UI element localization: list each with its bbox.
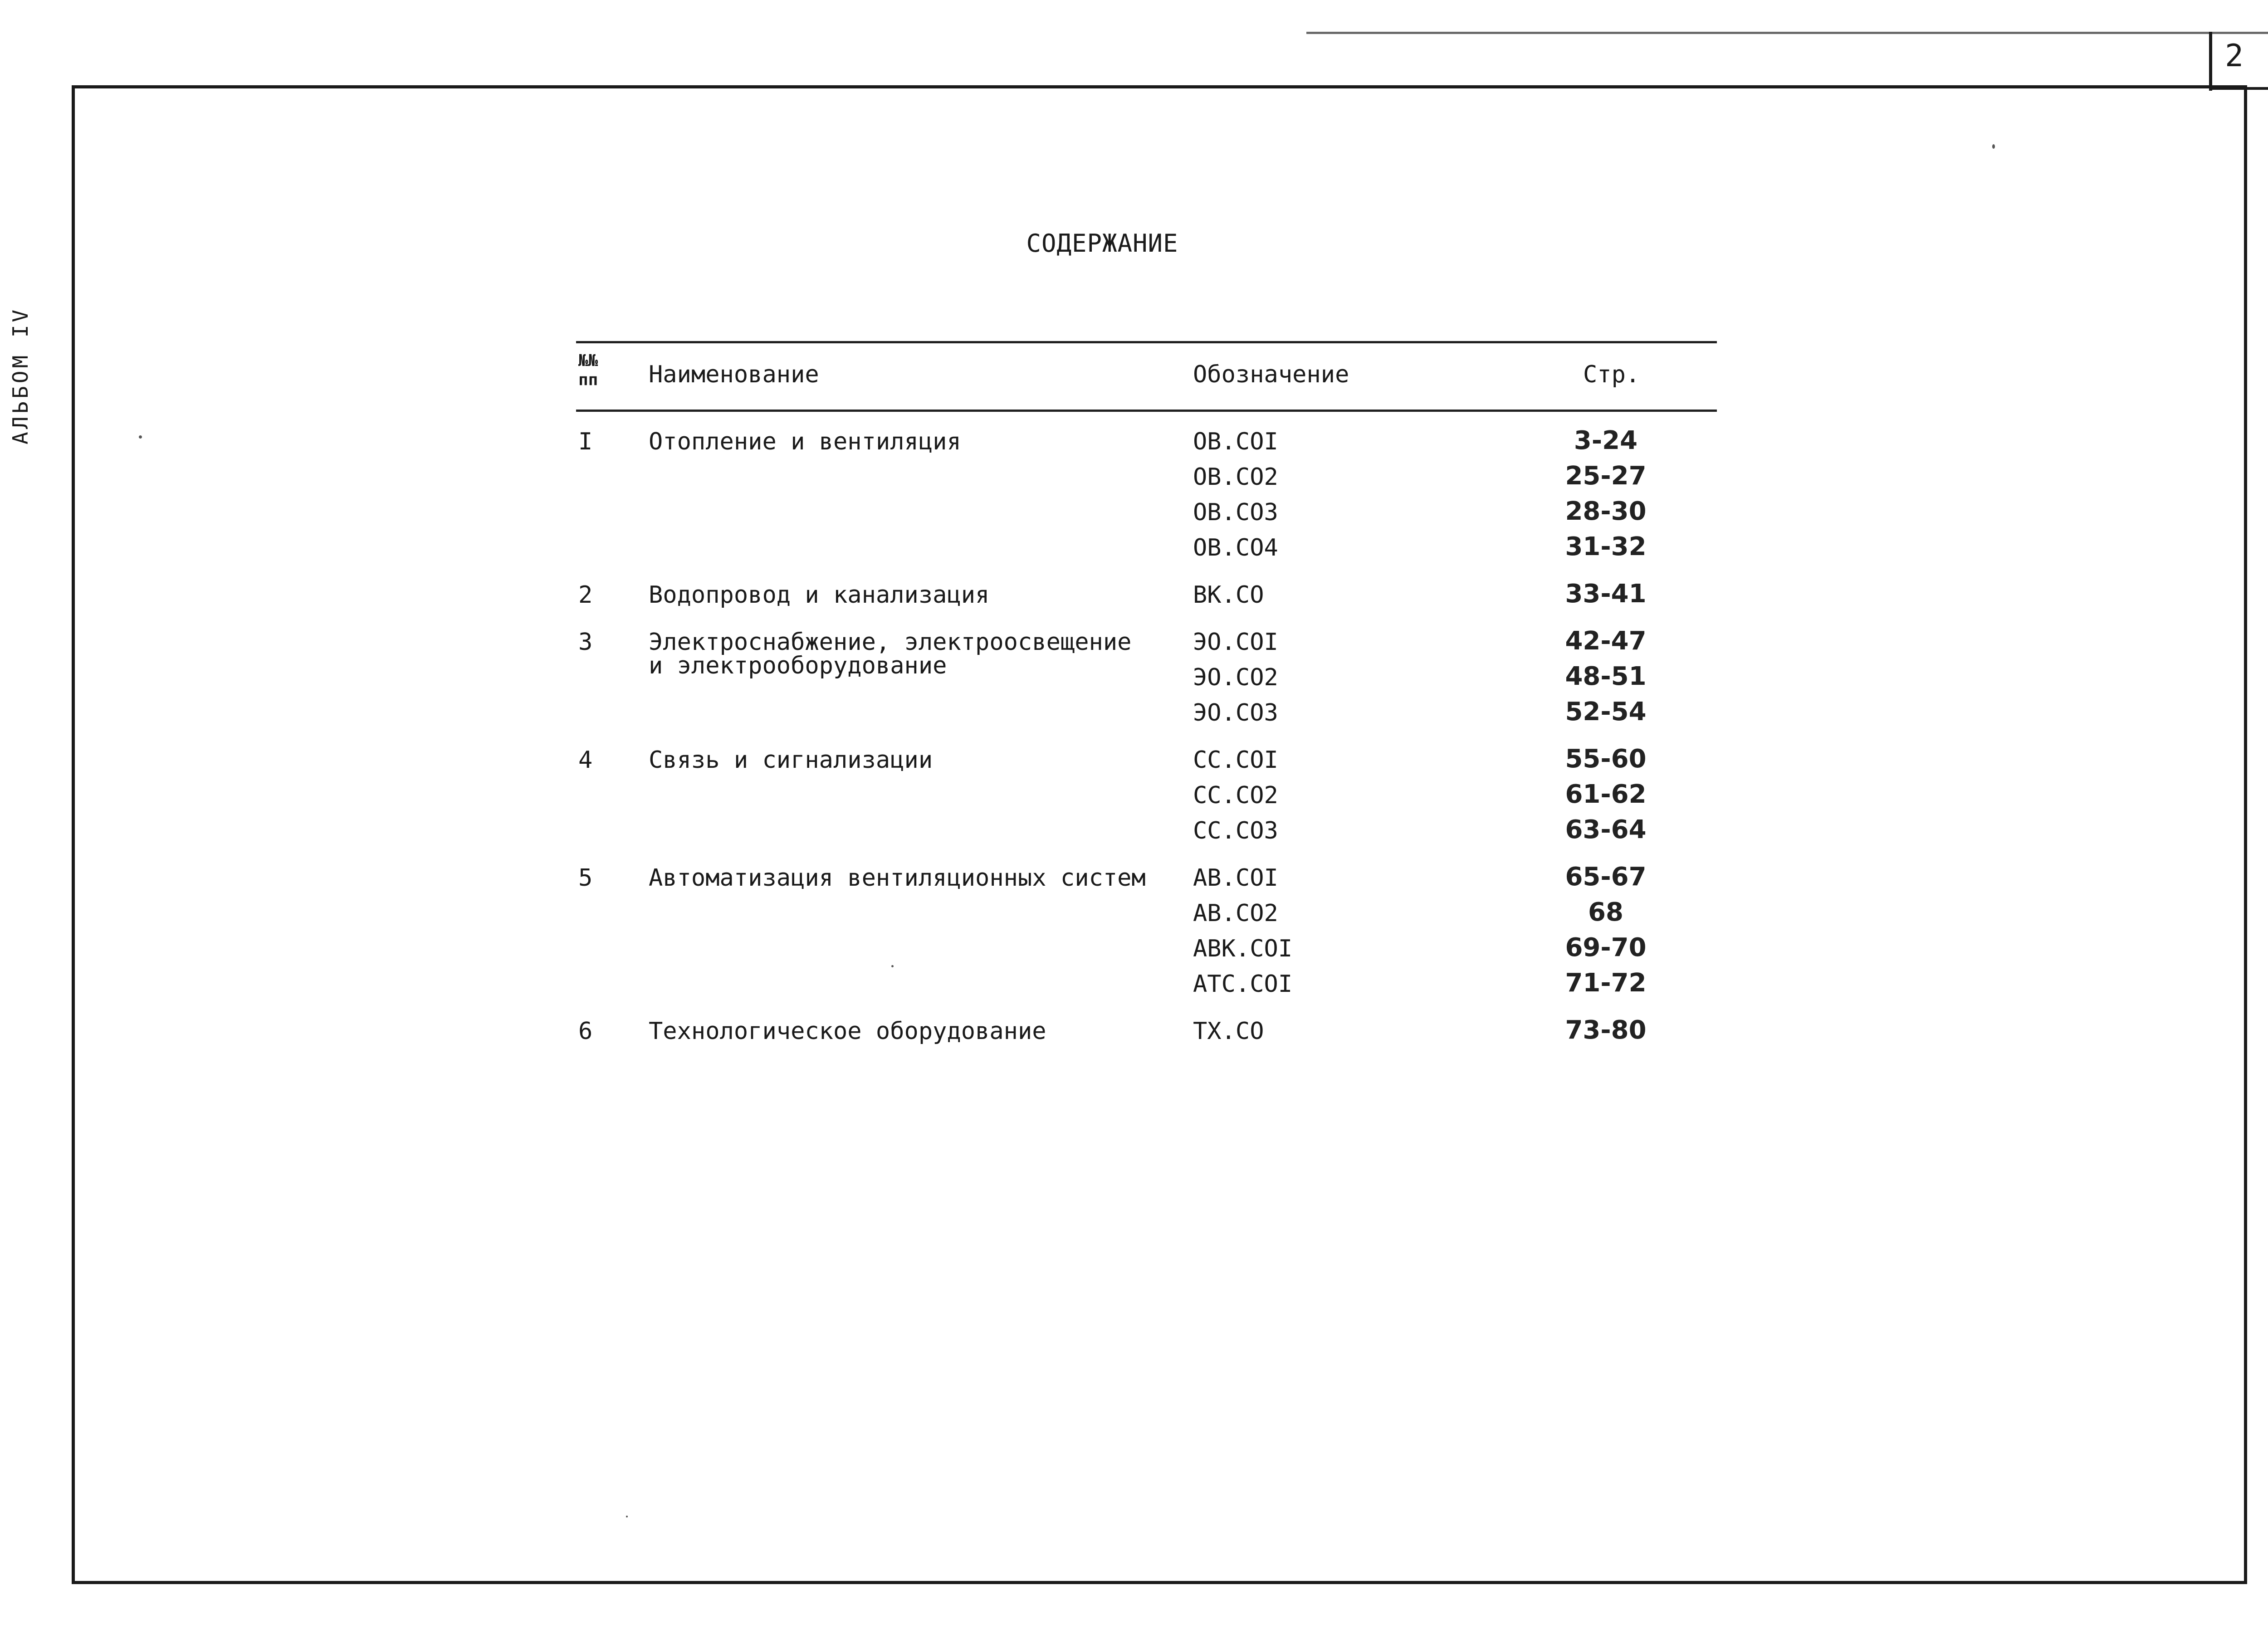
- entry-code: ВК.СО: [1193, 581, 1264, 609]
- page-number: 2: [2225, 38, 2244, 74]
- album-side-label: АЛЬБОМ IV: [8, 307, 33, 444]
- entry-code: АВК.СОI: [1193, 935, 1293, 962]
- table-header-rule: [576, 410, 1717, 412]
- entry-pages: 3-24: [1574, 426, 1638, 455]
- entry-pages: 48-51: [1565, 662, 1647, 691]
- entry-pages: 33-41: [1565, 579, 1647, 609]
- entry-pages: 42-47: [1565, 626, 1647, 656]
- entry-pages: 71-72: [1565, 968, 1647, 998]
- entry-code: ОВ.СО3: [1193, 499, 1278, 526]
- entry-code: ОВ.СО2: [1193, 463, 1278, 491]
- entry-code: ЭО.СО3: [1193, 699, 1278, 727]
- entry-code: ЭО.СО2: [1193, 664, 1278, 691]
- entry-pages: 73-80: [1565, 1015, 1647, 1045]
- section-name: Автоматизация вентиляционных систем: [649, 864, 1146, 892]
- entry-pages: 28-30: [1565, 497, 1647, 526]
- entry-pages: 63-64: [1565, 815, 1647, 844]
- table-top-rule: [576, 341, 1717, 343]
- section-name: Электроснабжение, электроосвещение: [649, 629, 1132, 656]
- entry-code: АВ.СОI: [1193, 864, 1278, 892]
- entry-code: ТХ.СО: [1193, 1018, 1264, 1045]
- scan-speck: [626, 1516, 628, 1517]
- scan-speck: [139, 435, 142, 439]
- entry-code: СС.СО3: [1193, 817, 1278, 844]
- section-number: 3: [578, 629, 593, 656]
- entry-pages: 61-62: [1565, 780, 1647, 809]
- entry-code: ЭО.СОI: [1193, 629, 1278, 656]
- top-edge-rule: [1306, 32, 2268, 34]
- section-name: Водопровод и канализация: [649, 581, 990, 609]
- section-number: 5: [578, 864, 593, 892]
- drawing-frame: [72, 85, 2247, 1584]
- header-name: Наименование: [649, 361, 819, 388]
- entry-pages: 25-27: [1565, 461, 1647, 491]
- entry-pages: 65-67: [1565, 862, 1647, 892]
- entry-code: СС.СОI: [1193, 746, 1278, 774]
- entry-code: ОВ.СО4: [1193, 534, 1278, 561]
- header-code: Обозначение: [1193, 361, 1349, 388]
- entry-pages: 55-60: [1565, 744, 1647, 774]
- section-number: 2: [578, 581, 593, 609]
- scan-speck: [891, 965, 894, 967]
- scan-speck: [1992, 144, 1995, 149]
- section-number: 4: [578, 746, 593, 774]
- entry-code: ОВ.СОI: [1193, 428, 1278, 455]
- entry-code: АТС.СОI: [1193, 971, 1293, 998]
- entry-code: СС.СО2: [1193, 782, 1278, 809]
- header-num: №№ пп: [578, 351, 598, 389]
- section-name: Связь и сигнализации: [649, 746, 933, 774]
- header-page: Стр.: [1583, 361, 1640, 388]
- entry-pages: 52-54: [1565, 697, 1647, 727]
- entry-pages: 69-70: [1565, 933, 1647, 962]
- page-title: СОДЕРЖАНИЕ: [1026, 229, 1178, 258]
- section-number: 6: [578, 1018, 593, 1045]
- entry-pages: 68: [1588, 897, 1623, 927]
- section-name: и электрооборудование: [649, 652, 947, 679]
- section-name: Отопление и вентиляция: [649, 428, 961, 455]
- entry-pages: 31-32: [1565, 532, 1647, 561]
- section-name: Технологическое оборудование: [649, 1018, 1046, 1045]
- section-number: I: [578, 428, 593, 455]
- entry-code: АВ.СО2: [1193, 900, 1278, 927]
